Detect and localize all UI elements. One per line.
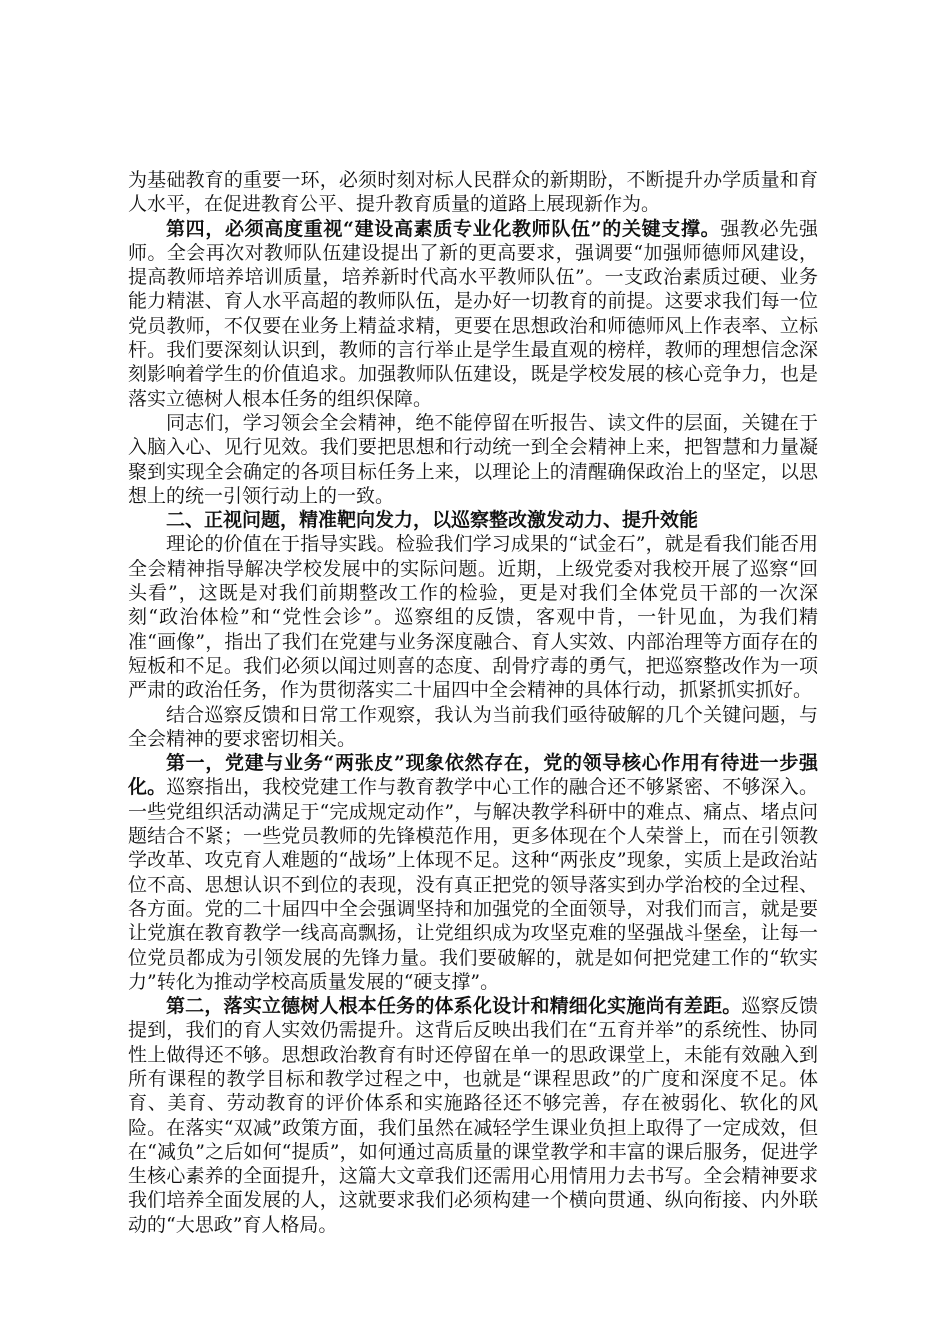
paragraph-theory xyxy=(128,532,818,702)
paragraph-point-four xyxy=(128,217,818,411)
paragraph-text: 结合巡察反馈和日常工作观察，我认为当前我们亟待破解的几个关键问题，与全会精神的要求密切相关。 xyxy=(128,703,818,750)
document-body xyxy=(128,168,818,1237)
paragraph-text: 巡察指出，我校党建工作与教育教学中心工作的融合还不够紧密、不够深入。一些党组织活动满足于“完成规定动作”，与解决教学科研中的难点、痛点、堵点问题结合不紧；一些党员教师的先锋模范作用，更多体现在个人荣誉上，而在引领教学改革、攻克育人难题的“战场”上体现不足。这种“两张皮”现象，实质上是政治站位不高、思想认识不到位的表现，没有真正把党的领导落实到办学治校的全过程、各方面。党的二十届四中全会强调坚持和加强党的全面领导，对我们而言，就是要让党旗在教育教学一线高高飘扬，让党组织成为攻坚克难的坚强战斗堡垒，让每一位党员都成为引领发展的先锋力量。我们要破解的，就是如何把党建工作的“软实力”转化为推动学校高质量发展的“硬支撑”。 xyxy=(128,776,818,993)
paragraph-point-one xyxy=(128,751,818,994)
paragraph-problems-intro xyxy=(128,703,818,752)
paragraph-continuation xyxy=(128,168,818,217)
paragraph-text: 巡察反馈提到，我们的育人实效仍需提升。这背后反映出我们在“五育并举”的系统性、协同性上做得还不够。思想政治教育有时还停留在单一的思政课堂上，未能有效融入到所有课程的教学目标和教学过程之中，也就是“课程思政”的广度和深度不足。体育、美育、劳动教育的评价体系和实施路径还不够完善，存在被弱化、软化的风险。在落实“双减”政策方面，我们虽然在减轻学生课业负担上取得了一定成效，但在“减负”之后如何“提质”，如何通过高质量的课堂教学和丰富的课后服务，促进学生核心素养的全面提升，这篇大文章我们还需用心用情用力去书写。全会精神要求我们培养全面发展的人，这就要求我们必须构建一个横向贯通、纵向衔接、内外联动的“大思政”育人格局。 xyxy=(128,995,818,1236)
paragraph-text: 同志们，学习领会全会精神，绝不能停留在听报告、读文件的层面，关键在于入脑入心、见行见效。我们要把思想和行动统一到全会精神上来，把智慧和力量凝聚到实现全会确定的各项目标任务上来，以理论上的清醒确保政治上的坚定，以思想上的统一引领行动上的一致。 xyxy=(128,411,818,507)
paragraph-lead: 第一，党建与业务“两张皮”现象依然存在，党的领导核心作用有待进一步强化。 xyxy=(128,752,818,799)
section-heading: 二、正视问题，精准靶向发力，以巡察整改激发动力、提升效能 xyxy=(166,509,699,532)
paragraph-lead: 第二，落实立德树人根本任务的体系化设计和精细化实施尚有差距。 xyxy=(166,995,742,1018)
paragraph-text: 理论的价值在于指导实践。检验我们学习成果的“试金石”，就是看我们能否用全会精神指导解决学校发展中的实际问题。近期，上级党委对我校开展了巡察“回头看”，这既是对我们前期整改工作的检验，更是对我们全体党员干部的一次深刻“政治体检”和“党性会诊”。巡察组的反馈，客观中肯，一针见血，为我们精准“画像”，指出了我们在党建与业务深度融合、育人实效、内部治理等方面存在的短板和不足。我们必须以闻过则喜的态度、刮骨疗毒的勇气，把巡察整改作为一项严肃的政治任务，作为贯彻落实二十届四中全会精神的具体行动，抓紧抓实抓好。 xyxy=(128,533,818,702)
paragraph-text: 为基础教育的重要一环，必须时刻对标人民群众的新期盼，不断提升办学质量和育人水平，在促进教育公平、提升教育质量的道路上展现新作为。 xyxy=(128,169,818,216)
paragraph-comrades xyxy=(128,411,818,508)
paragraph-point-two xyxy=(128,994,818,1237)
paragraph-lead: 第四，必须高度重视“建设高素质专业化教师队伍”的关键支撑。 xyxy=(166,217,721,240)
paragraph-text: 强教必先强师。全会再次对教师队伍建设提出了新的更高要求，强调要“加强师德师风建设，提高教师培养培训质量，培养新时代高水平教师队伍”。一支政治素质过硬、业务能力精湛、育人水平高超的教师队伍，是办好一切教育的前提。这要求我们每一位党员教师，不仅要在业务上精益求精，更要在思想政治和师德师风上作表率、立标杆。我们要深刻认识到，教师的言行举止是学生最直观的榜样，教师的理想信念深刻影响着学生的价值追求。加强教师队伍建设，既是学校发展的核心竞争力，也是落实立德树人根本任务的组织保障。 xyxy=(128,217,818,410)
